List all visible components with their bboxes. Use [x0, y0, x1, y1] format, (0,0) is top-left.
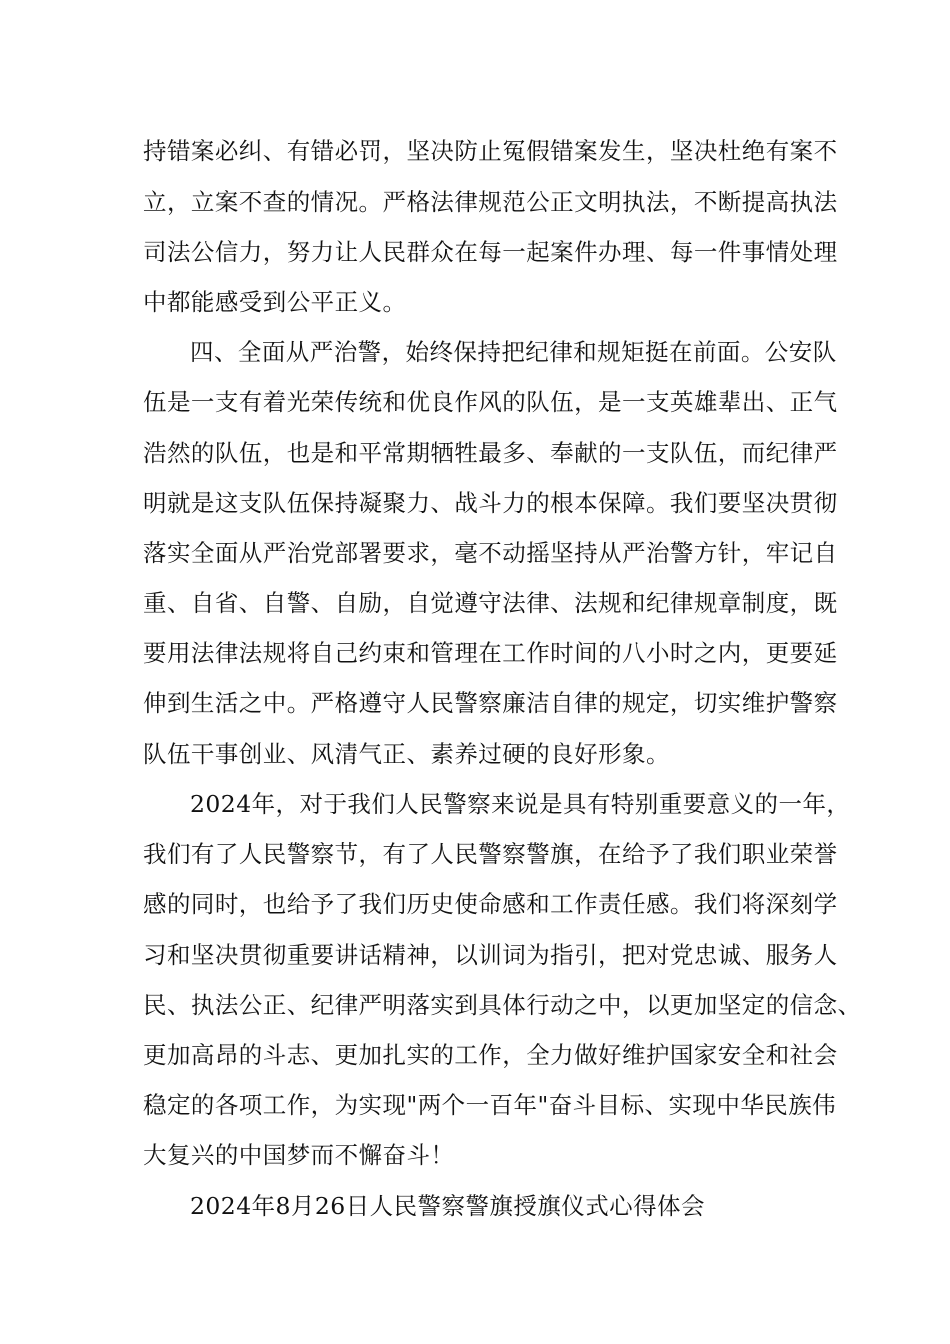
text-line: 感的同时，也给予了我们历史使命感和工作责任感。我们将深刻学	[143, 890, 838, 918]
text-line: 落实全面从严治党部署要求，毫不动摇坚持从严治警方针，牢记自	[143, 539, 838, 567]
text-line: 司法公信力，努力让人民群众在每一起案件办理、每一件事情处理	[143, 238, 838, 266]
section-heading-line: 四、全面从严治警，始终保持把纪律和规矩挺在前面。公安队	[190, 338, 837, 366]
document-title-line: 2024年8月26日人民警察警旗授旗仪式心得体会	[190, 1192, 705, 1220]
text-line: 重、自省、自警、自励，自觉遵守法律、法规和纪律规章制度，既	[143, 589, 838, 617]
text-line: 队伍干事创业、风清气正、素养过硬的良好形象。	[143, 740, 670, 768]
text-line: 持错案必纠、有错必罚，坚决防止冤假错案发生，坚决杜绝有案不	[143, 137, 838, 165]
text-line: 稳定的各项工作，为实现"两个一百年"奋斗目标、实现中华民族伟	[143, 1091, 837, 1119]
text-line: 要用法律法规将自己约束和管理在工作时间的八小时之内，更要延	[143, 639, 838, 667]
text-line: 伸到生活之中。严格遵守人民警察廉洁自律的规定，切实维护警察	[143, 689, 838, 717]
text-line: 明就是这支队伍保持凝聚力、战斗力的根本保障。我们要坚决贯彻	[143, 489, 838, 517]
text-line: 浩然的队伍，也是和平常期牺牲最多、奉献的一支队伍，而纪律严	[143, 439, 838, 467]
text-line: 伍是一支有着光荣传统和优良作风的队伍，是一支英雄辈出、正气	[143, 388, 838, 416]
text-line: 我们有了人民警察节，有了人民警察警旗，在给予了我们职业荣誉	[143, 840, 838, 868]
paragraph-first-line: 2024年，对于我们人民警察来说是具有特别重要意义的一年，	[190, 790, 851, 818]
text-line: 更加高昂的斗志、更加扎实的工作，全力做好维护国家安全和社会	[143, 1041, 838, 1069]
text-line: 中都能感受到公平正义。	[143, 288, 407, 316]
text-line: 大复兴的中国梦而不懈奋斗！	[143, 1141, 455, 1169]
text-line: 立，立案不查的情况。严格法律规范公正文明执法，不断提高执法	[143, 188, 838, 216]
text-line: 习和坚决贯彻重要讲话精神，以训词为指引，把对党忠诚、服务人	[143, 941, 838, 969]
text-line: 民、执法公正、纪律严明落实到具体行动之中，以更加坚定的信念、	[143, 991, 862, 1019]
